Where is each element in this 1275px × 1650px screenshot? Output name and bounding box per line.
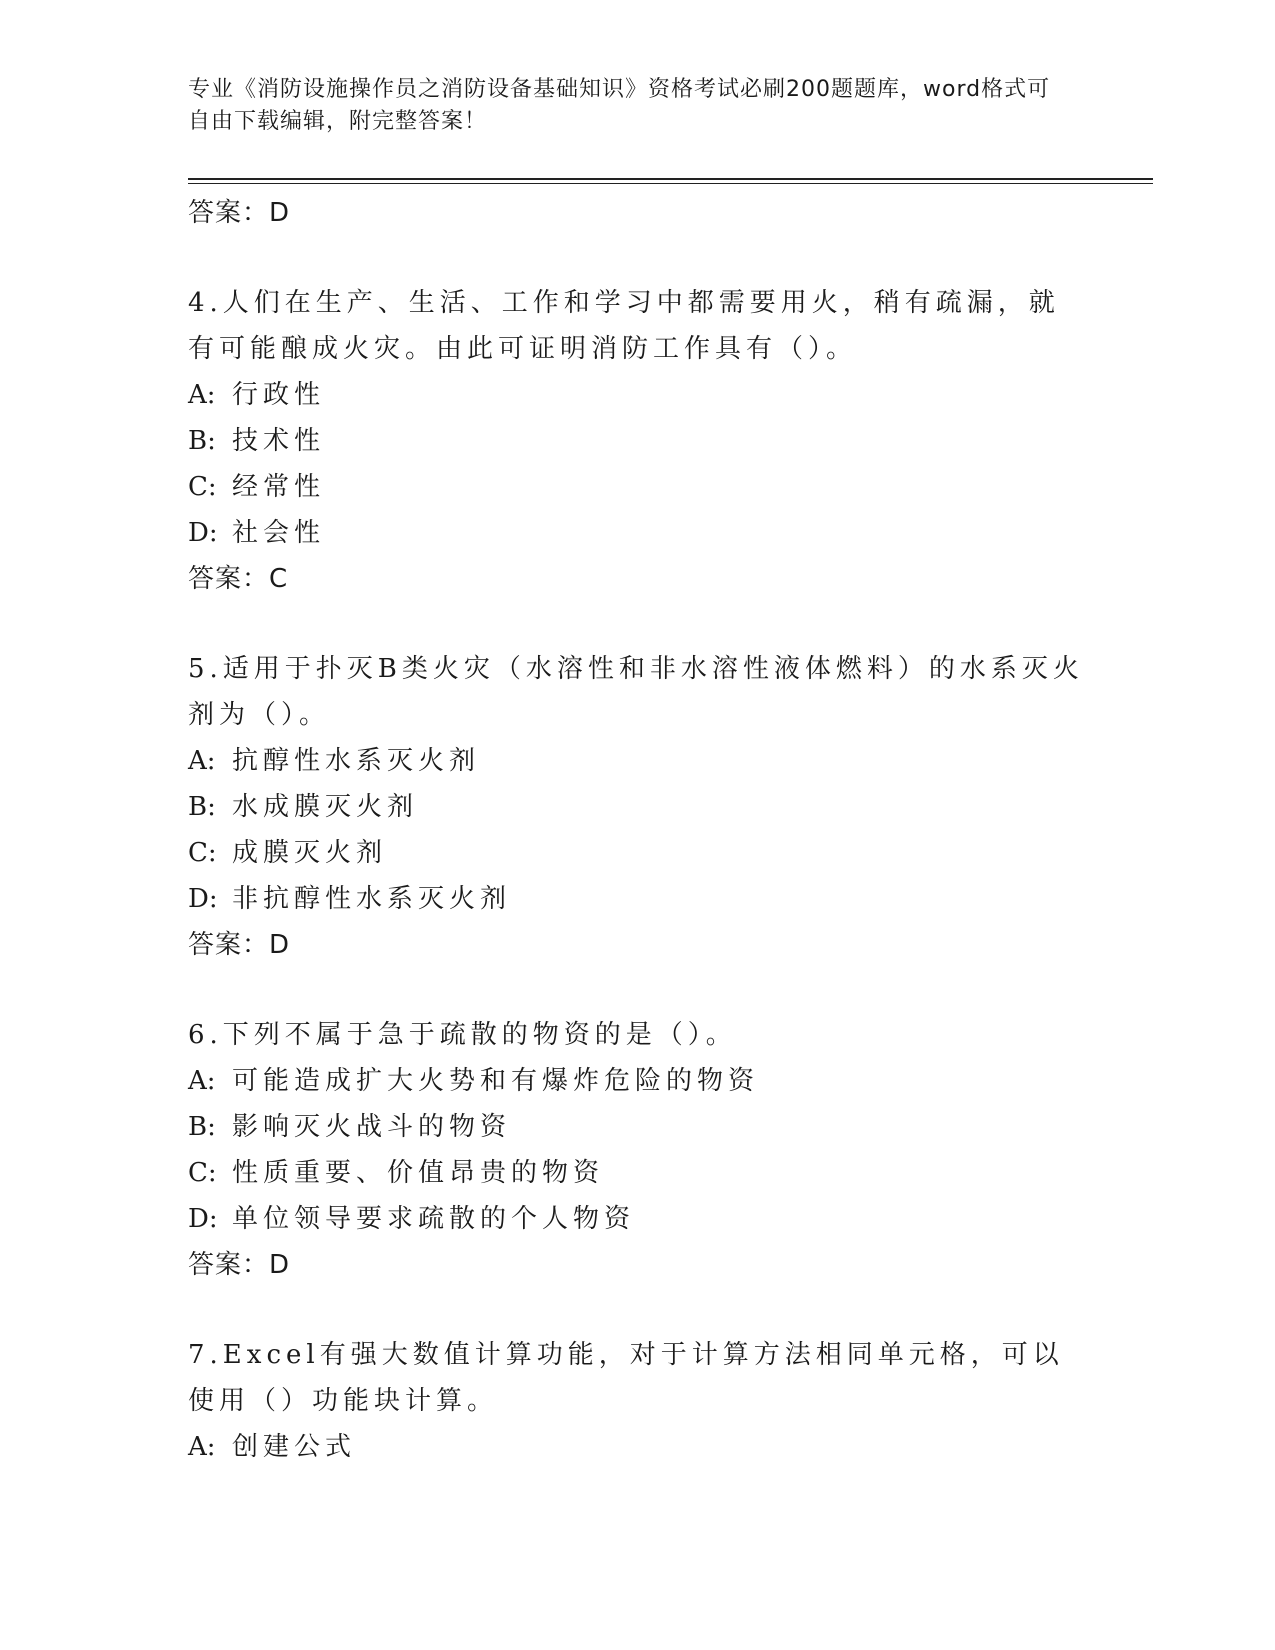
option-text: 影响灭火战斗的物资	[232, 1112, 512, 1142]
option-a	[188, 372, 1088, 418]
option-d	[188, 1196, 1088, 1242]
option-key: A:	[188, 380, 216, 410]
option-text: 技术性	[232, 426, 326, 456]
question-block	[188, 646, 1088, 1012]
option-key: C:	[188, 838, 217, 868]
option-text: 单位领导要求疏散的个人物资	[232, 1204, 636, 1234]
option-text: 可能造成扩大火势和有爆炸危险的物资	[232, 1066, 760, 1096]
answer-label: 答案：D	[188, 930, 291, 960]
answer-label: 答案：D	[188, 1250, 291, 1280]
option-a	[188, 1424, 1088, 1470]
option-c	[188, 830, 1088, 876]
option-key: C:	[188, 1158, 217, 1188]
question-stem: 5.适用于扑灭B类火灾（水溶性和非水溶性液体燃料）的水系灭火剂为（）。	[188, 654, 1084, 730]
question-block	[188, 280, 1088, 646]
spacer	[188, 1288, 1088, 1332]
question-block	[188, 1012, 1088, 1332]
option-b	[188, 784, 1088, 830]
option-key: D:	[188, 518, 218, 548]
document-header: 专业《消防设施操作员之消防设备基础知识》资格考试必刷200题题库，word格式可自由下载编辑，附完整答案！	[188, 77, 1051, 134]
option-b	[188, 1104, 1088, 1150]
option-key: B:	[188, 792, 216, 822]
option-text: 行政性	[232, 380, 326, 410]
header-divider-thin	[188, 183, 1153, 184]
option-text: 社会性	[232, 518, 326, 548]
option-text: 创建公式	[232, 1432, 357, 1462]
option-key: A:	[188, 1432, 216, 1462]
option-d	[188, 510, 1088, 556]
option-c	[188, 464, 1088, 510]
spacer	[188, 968, 1088, 1012]
option-text: 经常性	[232, 472, 326, 502]
question-stem: 4.人们在生产、生活、工作和学习中都需要用火，稍有疏漏，就有可能酿成火灾。由此可证明消防工作具有（）。	[188, 288, 1060, 364]
option-text: 非抗醇性水系灭火剂	[232, 884, 512, 914]
option-c	[188, 1150, 1088, 1196]
option-key: B:	[188, 426, 216, 456]
option-text: 抗醇性水系灭火剂	[232, 746, 481, 776]
option-key: A:	[188, 1066, 216, 1096]
spacer	[188, 602, 1088, 646]
option-key: B:	[188, 1112, 216, 1142]
answer-label: 答案：D	[188, 198, 291, 228]
answer-label: 答案：C	[188, 564, 289, 594]
option-a	[188, 738, 1088, 784]
option-key: D:	[188, 1204, 218, 1234]
question-stem: 7.Excel有强大数值计算功能，对于计算方法相同单元格，可以使用（）功能块计算。	[188, 1340, 1064, 1416]
option-key: D:	[188, 884, 218, 914]
option-d	[188, 876, 1088, 922]
question-stem: 6.下列不属于急于疏散的物资的是（）。	[188, 1020, 737, 1050]
option-text: 性质重要、价值昂贵的物资	[232, 1158, 605, 1188]
option-text: 水成膜灭火剂	[232, 792, 419, 822]
question-list	[188, 190, 1088, 1470]
spacer	[188, 236, 1088, 280]
question-block	[188, 1332, 1088, 1470]
option-key: A:	[188, 746, 216, 776]
option-b	[188, 418, 1088, 464]
option-key: C:	[188, 472, 217, 502]
header-divider-thick	[188, 178, 1153, 180]
option-text: 成膜灭火剂	[232, 838, 388, 868]
option-a	[188, 1058, 1088, 1104]
